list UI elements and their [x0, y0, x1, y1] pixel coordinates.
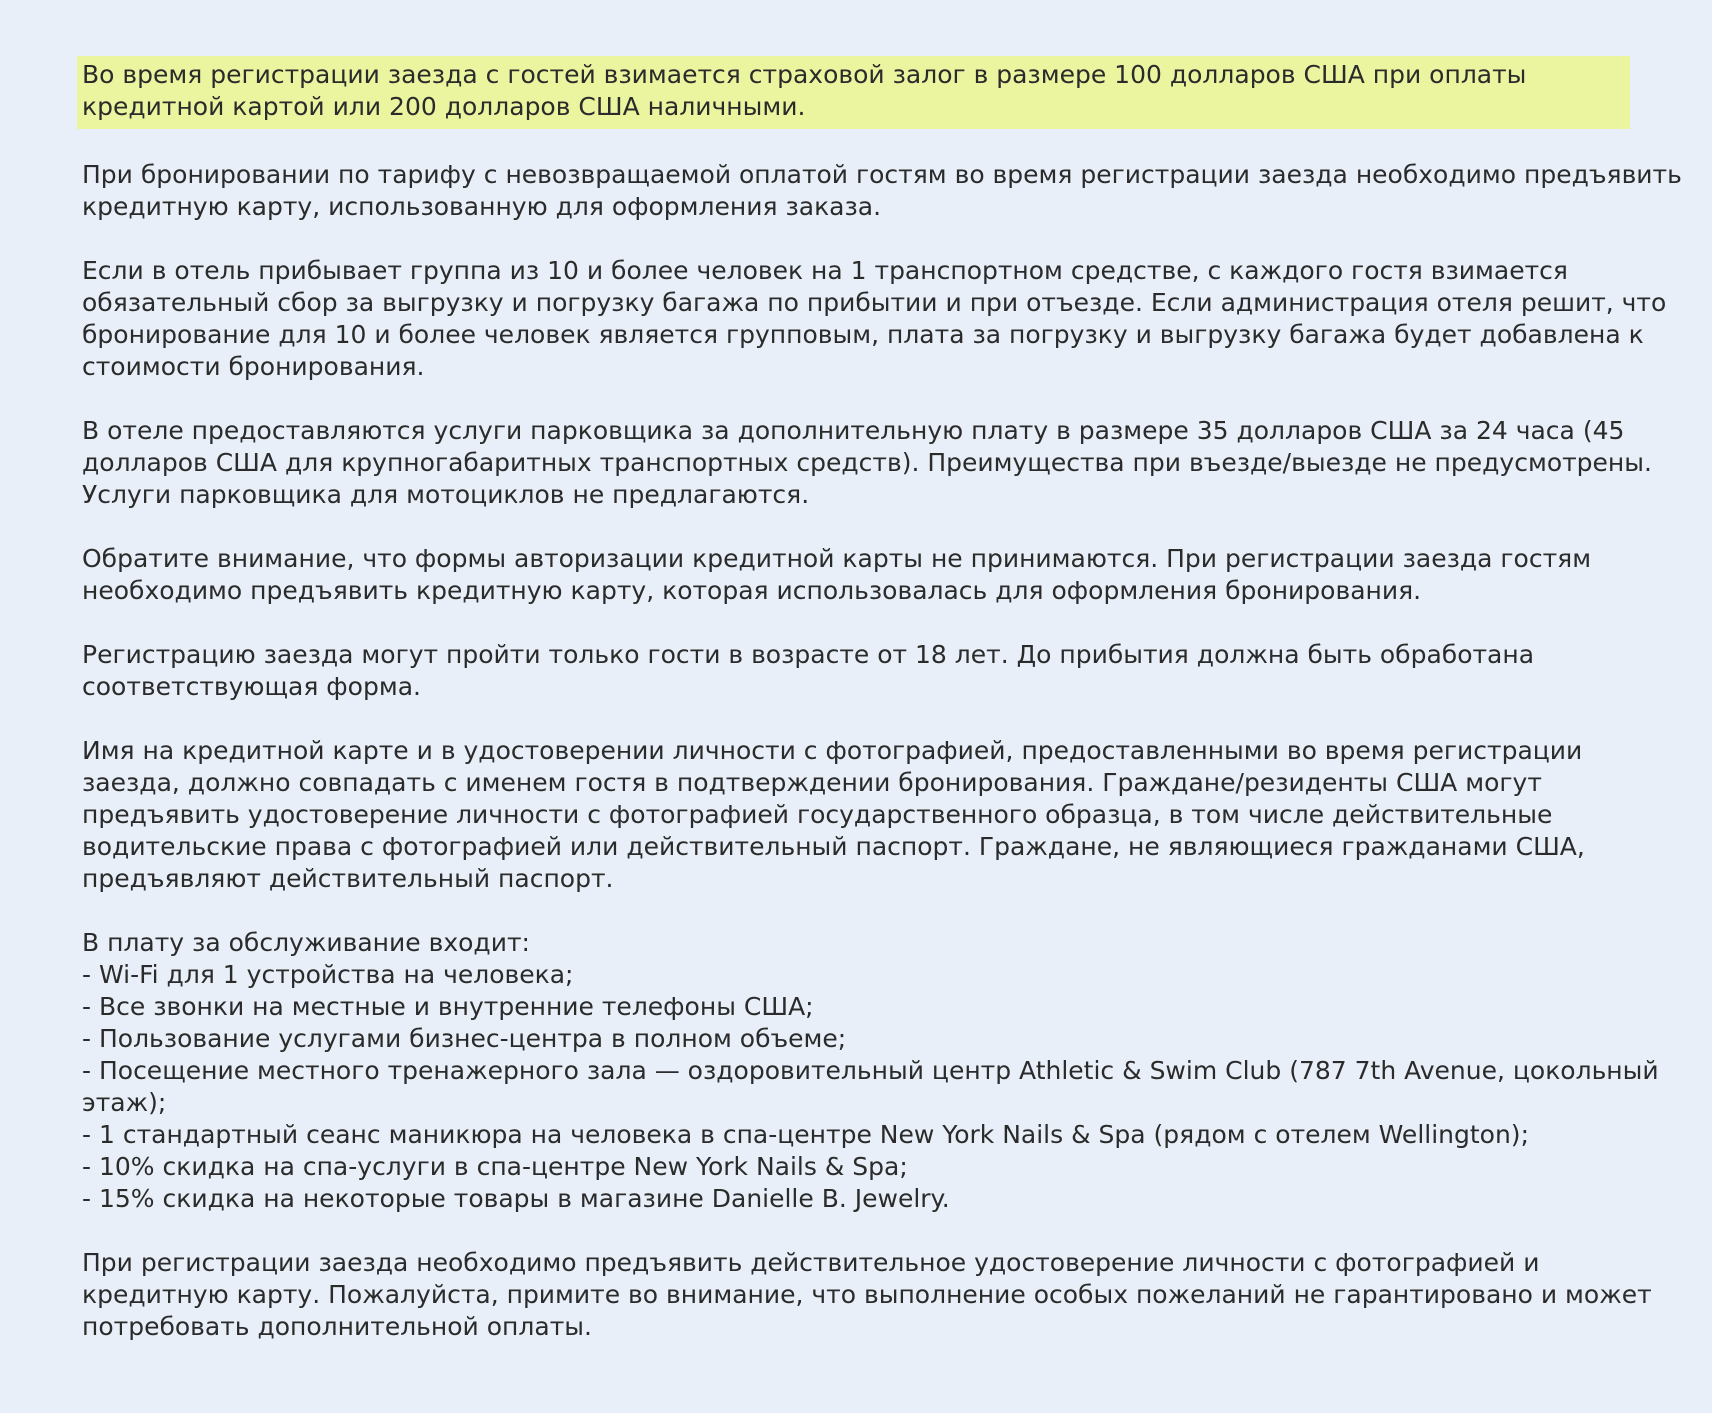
valet-policy: В отеле предоставляются услуги парковщика за дополнительную плату в размере 35 долларов США за 24 часа (45 долларов США для крупногабаритных транспортных средств). Преимущества при въезде/выезде не предусмотрены. Услуги парковщика для мотоциклов не предлагаются. [82, 416, 1652, 509]
list-item: - Все звонки на местные и внутренние телефоны США; [82, 991, 1682, 1023]
age-policy: Регистрацию заезда могут пройти только гости в возрасте от 18 лет. До прибытия должна быть обработана соответствующая форма. [82, 640, 1535, 701]
id-name-policy: Имя на кредитной карте и в удостоверении личности с фотографией, предоставленными во время регистрации заезда, должно совпадать с именем гостя в подтверждении бронирования. Граждане/резиденты США могут предъявить удостоверение личности с фотографией государственного образца, в том числе действительные водительские права с фотографией или действительный паспорт. Граждане, не являющиеся гражданами США, предъявляют действительный паспорт. [82, 736, 1585, 893]
list-item: - 10% скидка на спа-услуги в спа-центре New York Nails & Spa; [82, 1151, 1682, 1183]
credit-auth-policy: Обратите внимание, что формы авторизации кредитной карты не принимаются. При регистрации заезда гостям необходимо предъявить кредитную карту, которая использовалась для оформления бронирования. [82, 544, 1592, 605]
list-item: - 1 стандартный сеанс маникюра на человека в спа-центре New York Nails & Spa (рядом с отелем Wellington); [82, 1119, 1682, 1151]
deposit-policy-highlighted: Во время регистрации заезда с гостей взимается страховой залог в размере 100 долларов США при оплаты кредитной картой или 200 долларов США наличными. [77, 56, 1630, 129]
list-item: - Wi-Fi для 1 устройства на человека; [82, 959, 1682, 991]
checkin-docs-policy: При регистрации заезда необходимо предъявить действительное удостоверение личности с фотографией и кредитную карту. Пожалуйста, примите во внимание, что выполнение особых пожеланий не гарантировано и может потребовать дополнительной оплаты. [82, 1248, 1652, 1341]
service-fee-intro: В плату за обслуживание входит: [82, 928, 530, 957]
list-item: - Пользование услугами бизнес-центра в полном объеме; [82, 1023, 1682, 1055]
nonrefundable-policy: При бронировании по тарифу с невозвращаемой оплатой гостям во время регистрации заезда необходимо предъявить кредитную карту, использованную для оформления заказа. [82, 160, 1682, 221]
list-item: - 15% скидка на некоторые товары в магазине Danielle B. Jewelry. [82, 1183, 1682, 1215]
policy-text-container [82, 56, 1682, 1375]
service-fee-list [82, 959, 1682, 1215]
group-policy: Если в отель прибывает группа из 10 и более человек на 1 транспортном средстве, с каждого гостя взимается обязательный сбор за выгрузку и погрузку багажа по прибытии и при отъезде. Если администрация отеля решит, что бронирование для 10 и более человек является групповым, плата за погрузку и выгрузку багажа будет добавлена к стоимости бронирования. [82, 256, 1667, 381]
list-item: - Посещение местного тренажерного зала — оздоровительный центр Athletic & Swim Club (787 7th Avenue, цокольный этаж); [82, 1055, 1682, 1119]
